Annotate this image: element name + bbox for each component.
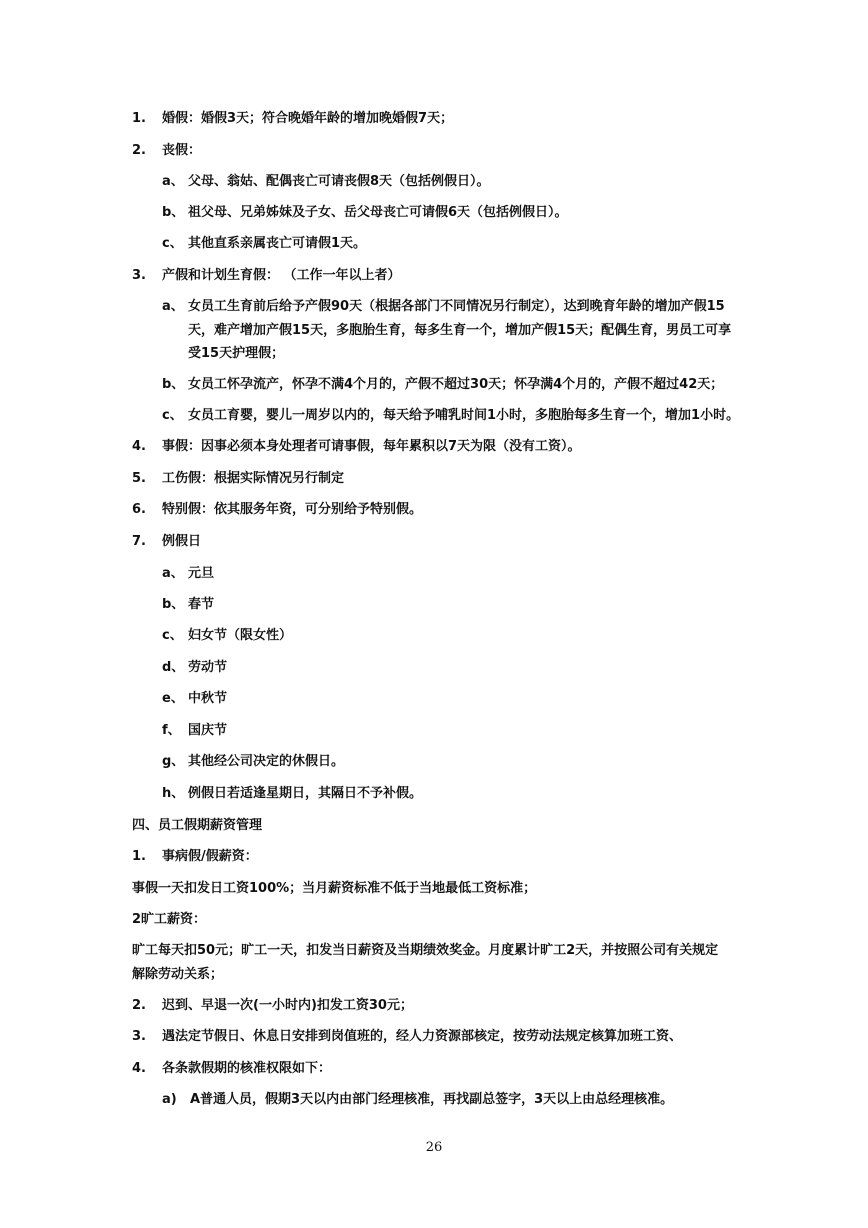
- paragraph: 事假一天扣发日工资100%；当月薪资标准不低于当地最低工资标准；: [132, 881, 537, 896]
- item-number: 4.: [132, 439, 146, 454]
- paragraph-continued: 解除劳动关系；: [132, 967, 224, 982]
- subitem-text: 劳动节: [188, 660, 228, 675]
- item-number: 2.: [132, 998, 146, 1013]
- subitem-letter: d、: [162, 660, 185, 675]
- subheading: 2旷工薪资：: [132, 912, 207, 927]
- subitem-text: 祖父母、兄弟姊妹及子女、岳父母丧亡可请假6天（包括例假日）。: [188, 205, 568, 220]
- item-text: 例假日: [162, 534, 202, 549]
- item-text: 丧假：: [162, 143, 202, 158]
- subitem-text-continued: 天，难产增加产假15天，多胞胎生育，每多生育一个，增加产假15天；配偶生育，男员工可享: [188, 323, 732, 338]
- subitem-letter: b、: [162, 377, 185, 392]
- subitem-text: 女员工育婴，婴儿一周岁以内的，每天给予哺乳时间1小时，多胞胎每多生育一个，增加1小时。: [188, 408, 740, 423]
- item-number: 1.: [132, 849, 146, 864]
- subitem-letter: a、: [162, 299, 184, 314]
- item-text: 事假：因事必须本身处理者可请事假，每年累积以7天为限（没有工资）。: [162, 439, 581, 454]
- item-text: 事病假/假薪资：: [162, 849, 258, 864]
- item-number: 1.: [132, 111, 146, 126]
- subitem-letter: h、: [162, 786, 185, 801]
- item-text: 特别假：依其服务年资，可分别给予特别假。: [162, 502, 423, 517]
- subitem-letter: c、: [162, 236, 183, 251]
- subitem-text: 元旦: [188, 566, 215, 581]
- subitem-text: 其他经公司决定的休假日。: [188, 754, 345, 769]
- subitem-text: 女员工怀孕流产，怀孕不满4个月的，产假不超过30天；怀孕满4个月的，产假不超过42天；: [188, 377, 724, 392]
- item-number: 6.: [132, 502, 146, 517]
- subitem-text-continued: 受15天护理假；: [188, 346, 285, 361]
- subitem-letter: b、: [162, 205, 185, 220]
- subitem-text: 女员工生育前后给予产假90天（根据各部门不同情况另行制定），达到晚育年龄的增加产假15: [188, 299, 725, 314]
- subitem-letter: e、: [162, 691, 184, 706]
- subitem-text: 例假日若适逢星期日，其隔日不予补假。: [188, 786, 423, 801]
- subitem-text: 妇女节（限女性）: [188, 628, 293, 643]
- section-heading: 四、员工假期薪资管理: [132, 818, 263, 833]
- subitem-letter: c、: [162, 628, 183, 643]
- subitem-letter: c、: [162, 408, 183, 423]
- subitem-letter: a、: [162, 174, 184, 189]
- item-text: 各条款假期的核准权限如下：: [162, 1061, 332, 1076]
- item-text: 遇法定节假日、休息日安排到岗值班的，经人力资源部核定，按劳动法规定核算加班工资、: [162, 1029, 683, 1044]
- subitem-letter: f、: [162, 723, 181, 738]
- item-number: 3.: [132, 1029, 146, 1044]
- paragraph: 旷工每天扣50元；旷工一天，扣发当日薪资及当期绩效奖金。月度累计旷工2天，并按照公司有关规定: [132, 943, 719, 958]
- subitem-text: 春节: [188, 597, 215, 612]
- subitem-letter: b、: [162, 597, 185, 612]
- item-text: 工伤假：根据实际情况另行制定: [162, 471, 345, 486]
- item-number: 3.: [132, 268, 146, 283]
- item-text: 婚假：婚假3天；符合晚婚年龄的增加晚婚假7天；: [162, 111, 454, 126]
- item-text: 迟到、早退一次(一小时内)扣发工资30元；: [162, 998, 413, 1013]
- subitem-letter: g、: [162, 754, 185, 769]
- subitem-letter: a、: [162, 566, 184, 581]
- subitem-text: 其他直系亲属丧亡可请假1天。: [188, 236, 367, 251]
- item-number: 4.: [132, 1061, 146, 1076]
- subitem-text: A普通人员，假期3天以内由部门经理核准，再找副总签字，3天以上由总经理核准。: [190, 1092, 674, 1107]
- subitem-text: 中秋节: [188, 691, 228, 706]
- item-number: 2.: [132, 143, 146, 158]
- page-number: 26: [425, 1140, 443, 1155]
- item-text: 产假和计划生育假： （工作一年以上者）: [162, 268, 401, 283]
- subitem-text: 国庆节: [188, 723, 228, 738]
- item-number: 7.: [132, 534, 146, 549]
- subitem-text: 父母、翁姑、配偶丧亡可请丧假8天（包括例假日）。: [188, 174, 490, 189]
- item-number: 5.: [132, 471, 146, 486]
- subitem-letter: a): [162, 1092, 177, 1107]
